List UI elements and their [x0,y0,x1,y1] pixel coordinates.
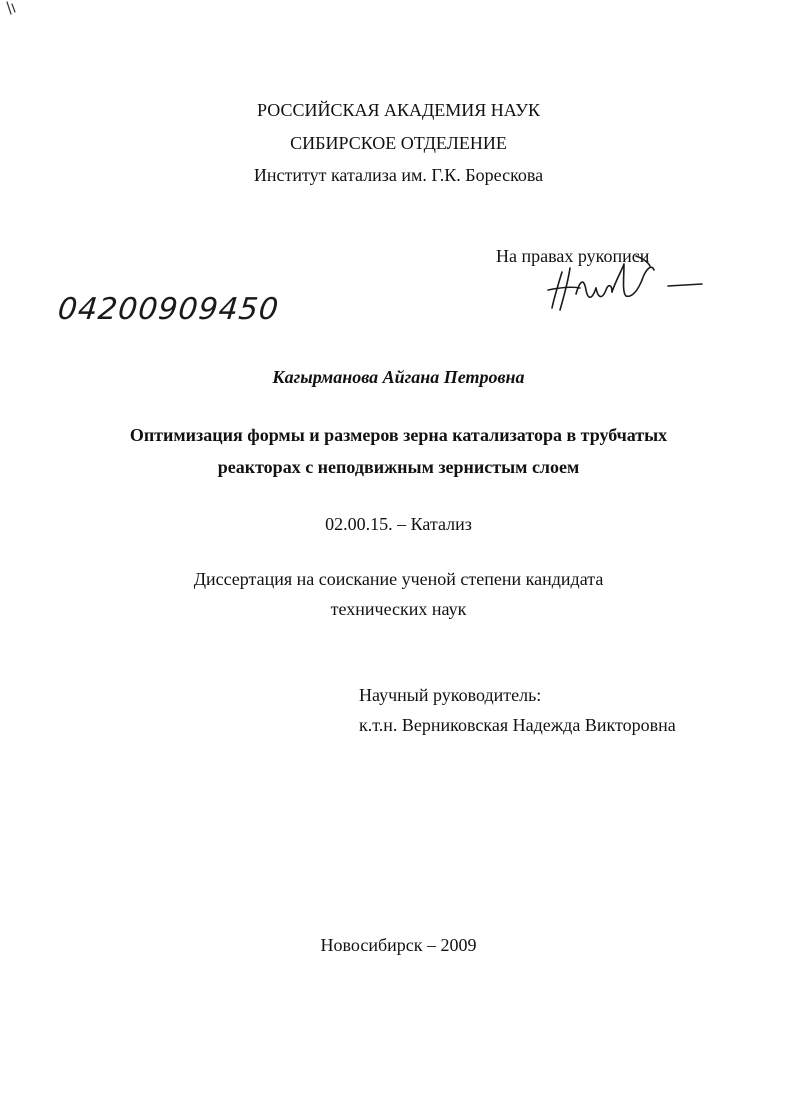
specialty-code: 02.00.15. – Катализ [325,514,472,534]
corner-pen-mark [4,0,18,22]
institute-heading: Институт катализа им. Г.К. Борескова [253,165,544,185]
supervisor-label: Научный руководитель: [359,685,542,705]
author-name: Кагырманова Айгана Петровна [272,367,525,387]
thesis-title-line-2: реакторах с неподвижным зернистым слоем [217,457,580,477]
degree-line-1: Диссертация на соискание ученой степени кандидата [193,569,604,589]
supervisor-name: к.т.н. Верниковская Надежда Викторовна [359,715,676,735]
degree-line-2: технических наук [330,599,467,619]
branch-heading: СИБИРСКОЕ ОТДЕЛЕНИЕ [290,133,507,153]
thesis-title-line-1: Оптимизация формы и размеров зерна катализатора в трубчатых [129,425,668,445]
academy-heading: РОССИЙСКАЯ АКАДЕМИЯ НАУК [257,100,540,120]
manuscript-rights-note: На правах рукописи [496,246,650,266]
place-and-year: Новосибирск – 2009 [320,935,477,955]
handwritten-registration-number: 04200909450 [56,292,281,327]
handwritten-signature [540,250,710,320]
